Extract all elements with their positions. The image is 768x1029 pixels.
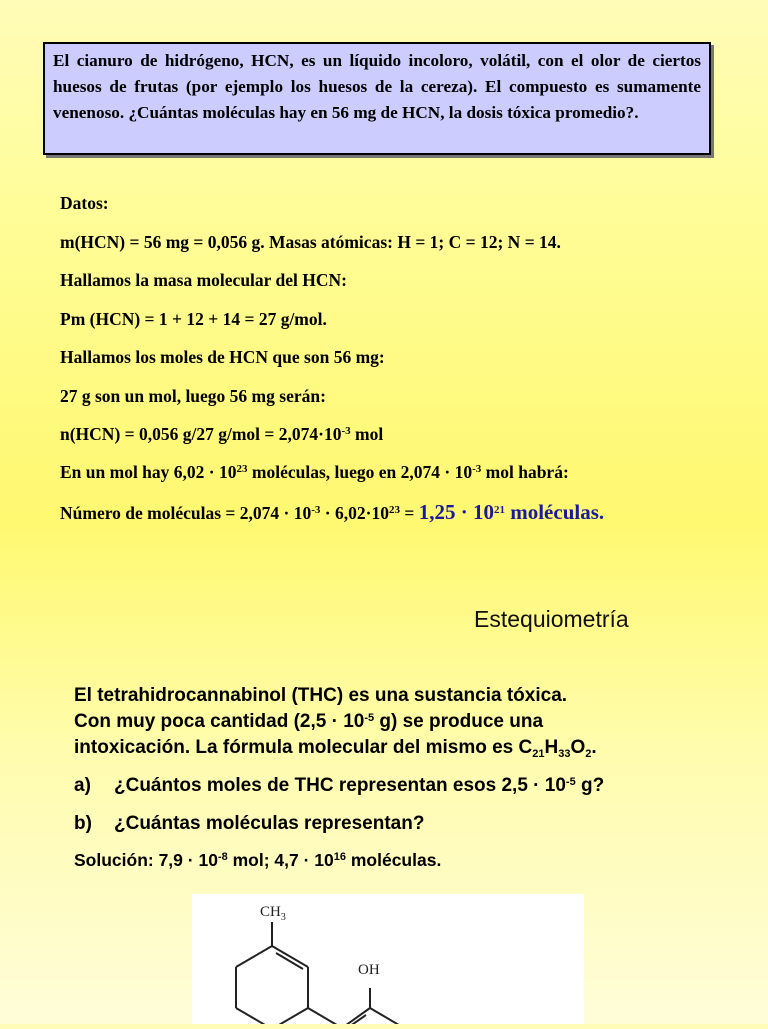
mol-relation-line: 27 g son un mol, luego 56 mg serán: (60, 386, 326, 406)
avogadro-text-1: En un mol hay 6,02 · 10 (60, 462, 237, 482)
ring1-bond-5 (236, 1008, 272, 1024)
question-a-end: g? (575, 775, 605, 796)
question-a (74, 775, 604, 797)
ch3-label-text: CH (260, 904, 281, 920)
formula-end: . (591, 737, 597, 758)
moles-calc-line (60, 424, 383, 445)
thc-line-3-text: intoxicación. La fórmula molecular del mismo es C (74, 737, 533, 758)
molecule-count-text-1: Número de moléculas = 2,074 · 10 (60, 503, 312, 523)
thc-line-2-text: Con muy poca cantidad (2,5 · 10 (74, 711, 365, 732)
question-a-exp: -5 (565, 776, 576, 788)
moles-calc-unit: mol (350, 424, 384, 444)
molecule-count-exp-1: -3 (311, 504, 321, 516)
ch3-label (260, 904, 286, 923)
ring1-bond-1 (236, 946, 272, 967)
result-unit: moléculas. (504, 500, 605, 524)
question-a-label: a) (74, 775, 91, 796)
solution-line (74, 850, 441, 871)
ring1-bond-2 (272, 946, 308, 967)
question-a-text: ¿Cuántos moles de THC representan esos 2,5 · 10 (114, 775, 566, 796)
avogadro-line (60, 462, 569, 483)
ring2-bond-2 (370, 1008, 404, 1024)
avogadro-exp-1: 23 (236, 463, 248, 475)
mass-line: m(HCN) = 56 mg = 0,056 g. Masas atómicas: H = 1; C = 12; N = 14. (60, 232, 561, 252)
formula-o-sub: 2 (585, 748, 592, 760)
moles-calc-text: n(HCN) = 0,056 g/27 g/mol = 2,074·10 (60, 424, 342, 444)
result-text: 1,25 · 10 (418, 500, 494, 524)
molecule-count-line (60, 500, 604, 525)
thc-line-1: El tetrahidrocannabinol (THC) es una sustancia tóxica. (74, 685, 568, 706)
formula-c-sub: 21 (532, 748, 545, 760)
question-b-text: ¿Cuántas moléculas representan? (114, 813, 425, 834)
thc-line-2 (74, 709, 714, 735)
problem-statement-box (43, 42, 711, 155)
solution-exp-2: 16 (333, 851, 346, 863)
avogadro-text-2: moléculas, luego en 2,074 · 10 (247, 462, 473, 482)
formula-o: O (570, 737, 586, 758)
question-b-label: b) (74, 813, 92, 834)
formula-h: H (544, 737, 559, 758)
solution-exp-1: -8 (217, 851, 228, 863)
thc-structure-drawing (192, 894, 584, 1024)
question-b (74, 813, 424, 835)
formula-h-sub: 33 (558, 748, 571, 760)
ch3-label-sub: 3 (280, 912, 286, 923)
slide-thc (0, 580, 768, 1024)
result-value (419, 500, 604, 524)
moles-heading: Hallamos los moles de HCN que son 56 mg: (60, 347, 385, 367)
solution-text-1: Solución: 7,9 · 10 (74, 850, 218, 870)
slide-title: Estequiometría (474, 606, 629, 632)
molar-mass-line: Pm (HCN) = 1 + 12 + 14 = 27 g/mol. (60, 309, 327, 329)
avogadro-text-3: mol habrá: (481, 462, 569, 482)
thc-line-2-exp: -5 (364, 712, 375, 724)
thc-line-2-end: g) se produce una (374, 711, 544, 732)
molar-mass-heading: Hallamos la masa molecular del HCN: (60, 270, 347, 290)
thc-structure-image (192, 894, 584, 1024)
oh-label: OH (358, 962, 380, 978)
thc-line-3 (74, 735, 714, 761)
molecule-count-text-2: · 6,02·10 (320, 503, 389, 523)
moles-calc-exp: -3 (341, 425, 351, 437)
datos-label: Datos: (60, 193, 109, 213)
avogadro-exp-2: -3 (472, 463, 482, 475)
thc-paragraph (74, 683, 714, 761)
problem-text: El cianuro de hidrógeno, HCN, es un líquido incoloro, volátil, con el olor de ciertos huesos de frutas (por ejemplo los huesos de la cereza). El compuesto es sumamente venenoso. ¿Cuántas moléculas hay en 56 mg de HCN, la dosis tóxica promedio?. (53, 51, 701, 122)
ring1-bond-6 (272, 1008, 308, 1024)
solution-text-3: moléculas. (345, 850, 442, 870)
result-exp: 21 (493, 504, 505, 516)
molecule-count-eq: = (399, 503, 419, 523)
solution-text-2: mol; 4,7 · 10 (227, 850, 334, 870)
ring-link-bond (308, 1008, 342, 1024)
molecule-count-exp-2: 23 (388, 504, 400, 516)
